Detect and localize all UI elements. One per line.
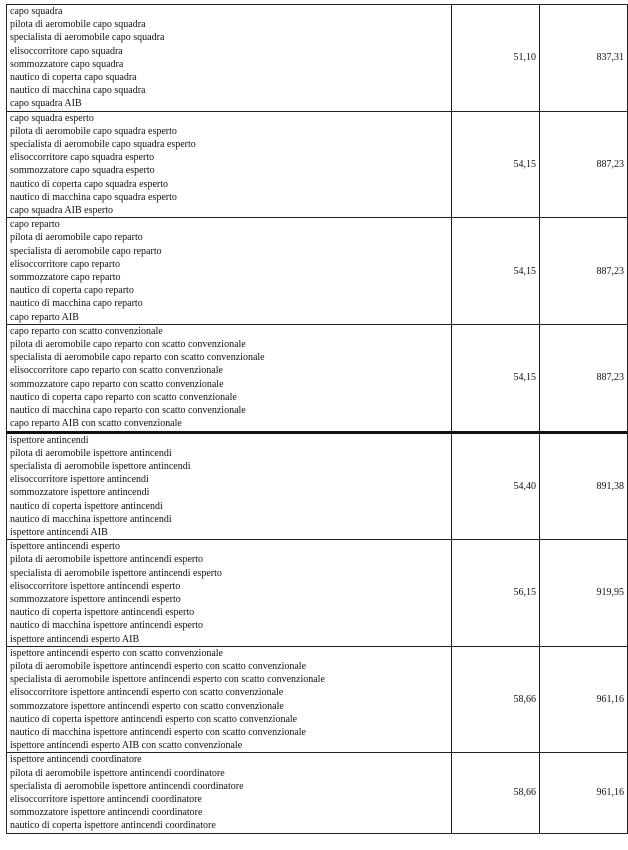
role-title: capo squadra AIB esperto [10, 205, 114, 217]
role-cell [7, 646, 452, 753]
role-title: specialista di aeromobile capo squadra esperto [10, 139, 196, 151]
role-title: nautico di coperta capo squadra [10, 72, 137, 84]
role-cell [7, 218, 452, 325]
value-a-cell: 54,15 [452, 111, 540, 218]
role-title: ispettore antincendi esperto AIB [10, 633, 140, 645]
role-title: ispettore antincendi coordinatore [10, 754, 142, 766]
role-cell [7, 111, 452, 218]
role-title: nautico di coperta ispettore antincendi coordinatore [10, 820, 216, 832]
role-title: elisoccorritore ispettore antincendi esperto [10, 580, 181, 592]
table-row [7, 324, 628, 432]
role-title: nautico di coperta ispettore antincendi esperto [10, 607, 195, 619]
salary-table [6, 4, 628, 834]
role-title: specialista di aeromobile ispettore antincendi esperto con scatto convenzionale [10, 674, 325, 686]
role-title: specialista di aeromobile capo squadra [10, 32, 165, 44]
role-title: sommozzatore capo squadra esperto [10, 165, 155, 177]
role-title: pilota di aeromobile ispettore antincendi esperto [10, 554, 203, 566]
value-b-cell: 887,23 [540, 324, 628, 432]
role-title: pilota di aeromobile ispettore antincendi esperto con scatto convenzionale [10, 660, 307, 672]
role-title: sommozzatore ispettore antincendi [10, 487, 150, 499]
role-title: nautico di coperta capo squadra esperto [10, 178, 168, 190]
value-b-cell: 837,31 [540, 5, 628, 112]
role-title: sommozzatore ispettore antincendi esperto [10, 593, 181, 605]
role-title: pilota di aeromobile capo squadra [10, 19, 146, 31]
role-title: elisoccorritore capo reparto con scatto convenzionale [10, 365, 223, 377]
role-cell [7, 324, 452, 432]
role-title: nautico di macchina ispettore antincendi [10, 513, 172, 525]
role-title: nautico di coperta capo reparto [10, 285, 134, 297]
role-title: ispettore antincendi esperto [10, 541, 120, 553]
value-a-cell: 54,15 [452, 324, 540, 432]
role-title: sommozzatore ispettore antincendi esperto con scatto convenzionale [10, 700, 284, 712]
table-row [7, 218, 628, 325]
role-title: nautico di macchina capo reparto [10, 298, 143, 310]
table-row [7, 753, 628, 833]
role-title: capo squadra [10, 6, 63, 17]
role-title: elisoccorritore ispettore antincendi esperto con scatto convenzionale [10, 687, 284, 699]
role-title: specialista di aeromobile ispettore antincendi [10, 460, 191, 472]
role-title: capo reparto AIB [10, 311, 79, 323]
role-title: ispettore antincendi [10, 434, 89, 446]
role-title: elisoccorritore capo squadra esperto [10, 152, 155, 164]
role-title: sommozzatore capo reparto con scatto convenzionale [10, 378, 224, 390]
role-title: sommozzatore ispettore antincendi coordinatore [10, 807, 203, 819]
role-title: specialista di aeromobile capo reparto con scatto convenzionale [10, 352, 265, 364]
role-cell [7, 753, 452, 833]
role-title: ispettore antincendi esperto con scatto convenzionale [10, 647, 223, 659]
role-title: elisoccorritore capo squadra [10, 45, 123, 57]
table-row [7, 5, 628, 112]
role-title: sommozzatore capo reparto [10, 272, 121, 284]
role-title: nautico di coperta ispettore antincendi [10, 500, 163, 512]
value-b-cell: 891,38 [540, 432, 628, 540]
role-title: capo reparto [10, 219, 60, 231]
role-title: pilota di aeromobile ispettore antincendi [10, 447, 172, 459]
role-cell [7, 540, 452, 647]
value-a-cell: 54,15 [452, 218, 540, 325]
role-title: nautico di coperta ispettore antincendi esperto con scatto convenzionale [10, 713, 298, 725]
table-body [7, 5, 628, 834]
role-title: pilota di aeromobile capo reparto con scatto convenzionale [10, 339, 246, 351]
value-a-cell: 54,40 [452, 432, 540, 540]
table-row [7, 432, 628, 540]
value-a-cell: 58,66 [452, 753, 540, 833]
role-title: nautico di macchina capo reparto con scatto convenzionale [10, 405, 246, 417]
role-title: elisoccorritore ispettore antincendi coordinatore [10, 793, 202, 805]
role-title: specialista di aeromobile ispettore antincendi coordinatore [10, 780, 244, 792]
table-row [7, 646, 628, 753]
table-row [7, 540, 628, 647]
role-title: ispettore antincendi AIB [10, 526, 108, 538]
role-title: capo reparto con scatto convenzionale [10, 325, 163, 337]
role-title: nautico di macchina capo squadra esperto [10, 191, 177, 203]
role-title: capo reparto AIB con scatto convenzionale [10, 418, 182, 430]
role-title: nautico di macchina capo squadra [10, 85, 146, 97]
value-b-cell: 961,16 [540, 646, 628, 753]
role-title: nautico di coperta capo reparto con scatto convenzionale [10, 391, 237, 403]
role-title: specialista di aeromobile ispettore antincendi esperto [10, 567, 222, 579]
value-b-cell: 887,23 [540, 218, 628, 325]
role-title: elisoccorritore capo reparto [10, 258, 120, 270]
role-title: sommozzatore capo squadra [10, 58, 124, 70]
value-b-cell: 919,95 [540, 540, 628, 647]
role-title: pilota di aeromobile capo reparto [10, 232, 143, 244]
role-cell [7, 5, 452, 112]
value-a-cell: 58,66 [452, 646, 540, 753]
role-title: capo squadra esperto [10, 112, 94, 124]
role-title: nautico di macchina ispettore antincendi esperto con scatto convenzionale [10, 726, 306, 738]
value-b-cell: 887,23 [540, 111, 628, 218]
role-cell [7, 432, 452, 540]
role-title: pilota di aeromobile capo squadra esperto [10, 125, 177, 137]
role-title: pilota di aeromobile ispettore antincendi coordinatore [10, 767, 225, 779]
value-a-cell: 56,15 [452, 540, 540, 647]
role-title: elisoccorritore ispettore antincendi [10, 474, 149, 486]
role-title: capo squadra AIB [10, 98, 82, 110]
role-title: ispettore antincendi esperto AIB con scatto convenzionale [10, 740, 243, 752]
role-title: nautico di macchina ispettore antincendi esperto [10, 620, 203, 632]
role-title: specialista di aeromobile capo reparto [10, 245, 162, 257]
value-b-cell: 961,16 [540, 753, 628, 833]
value-a-cell: 51,10 [452, 5, 540, 112]
table-row [7, 111, 628, 218]
